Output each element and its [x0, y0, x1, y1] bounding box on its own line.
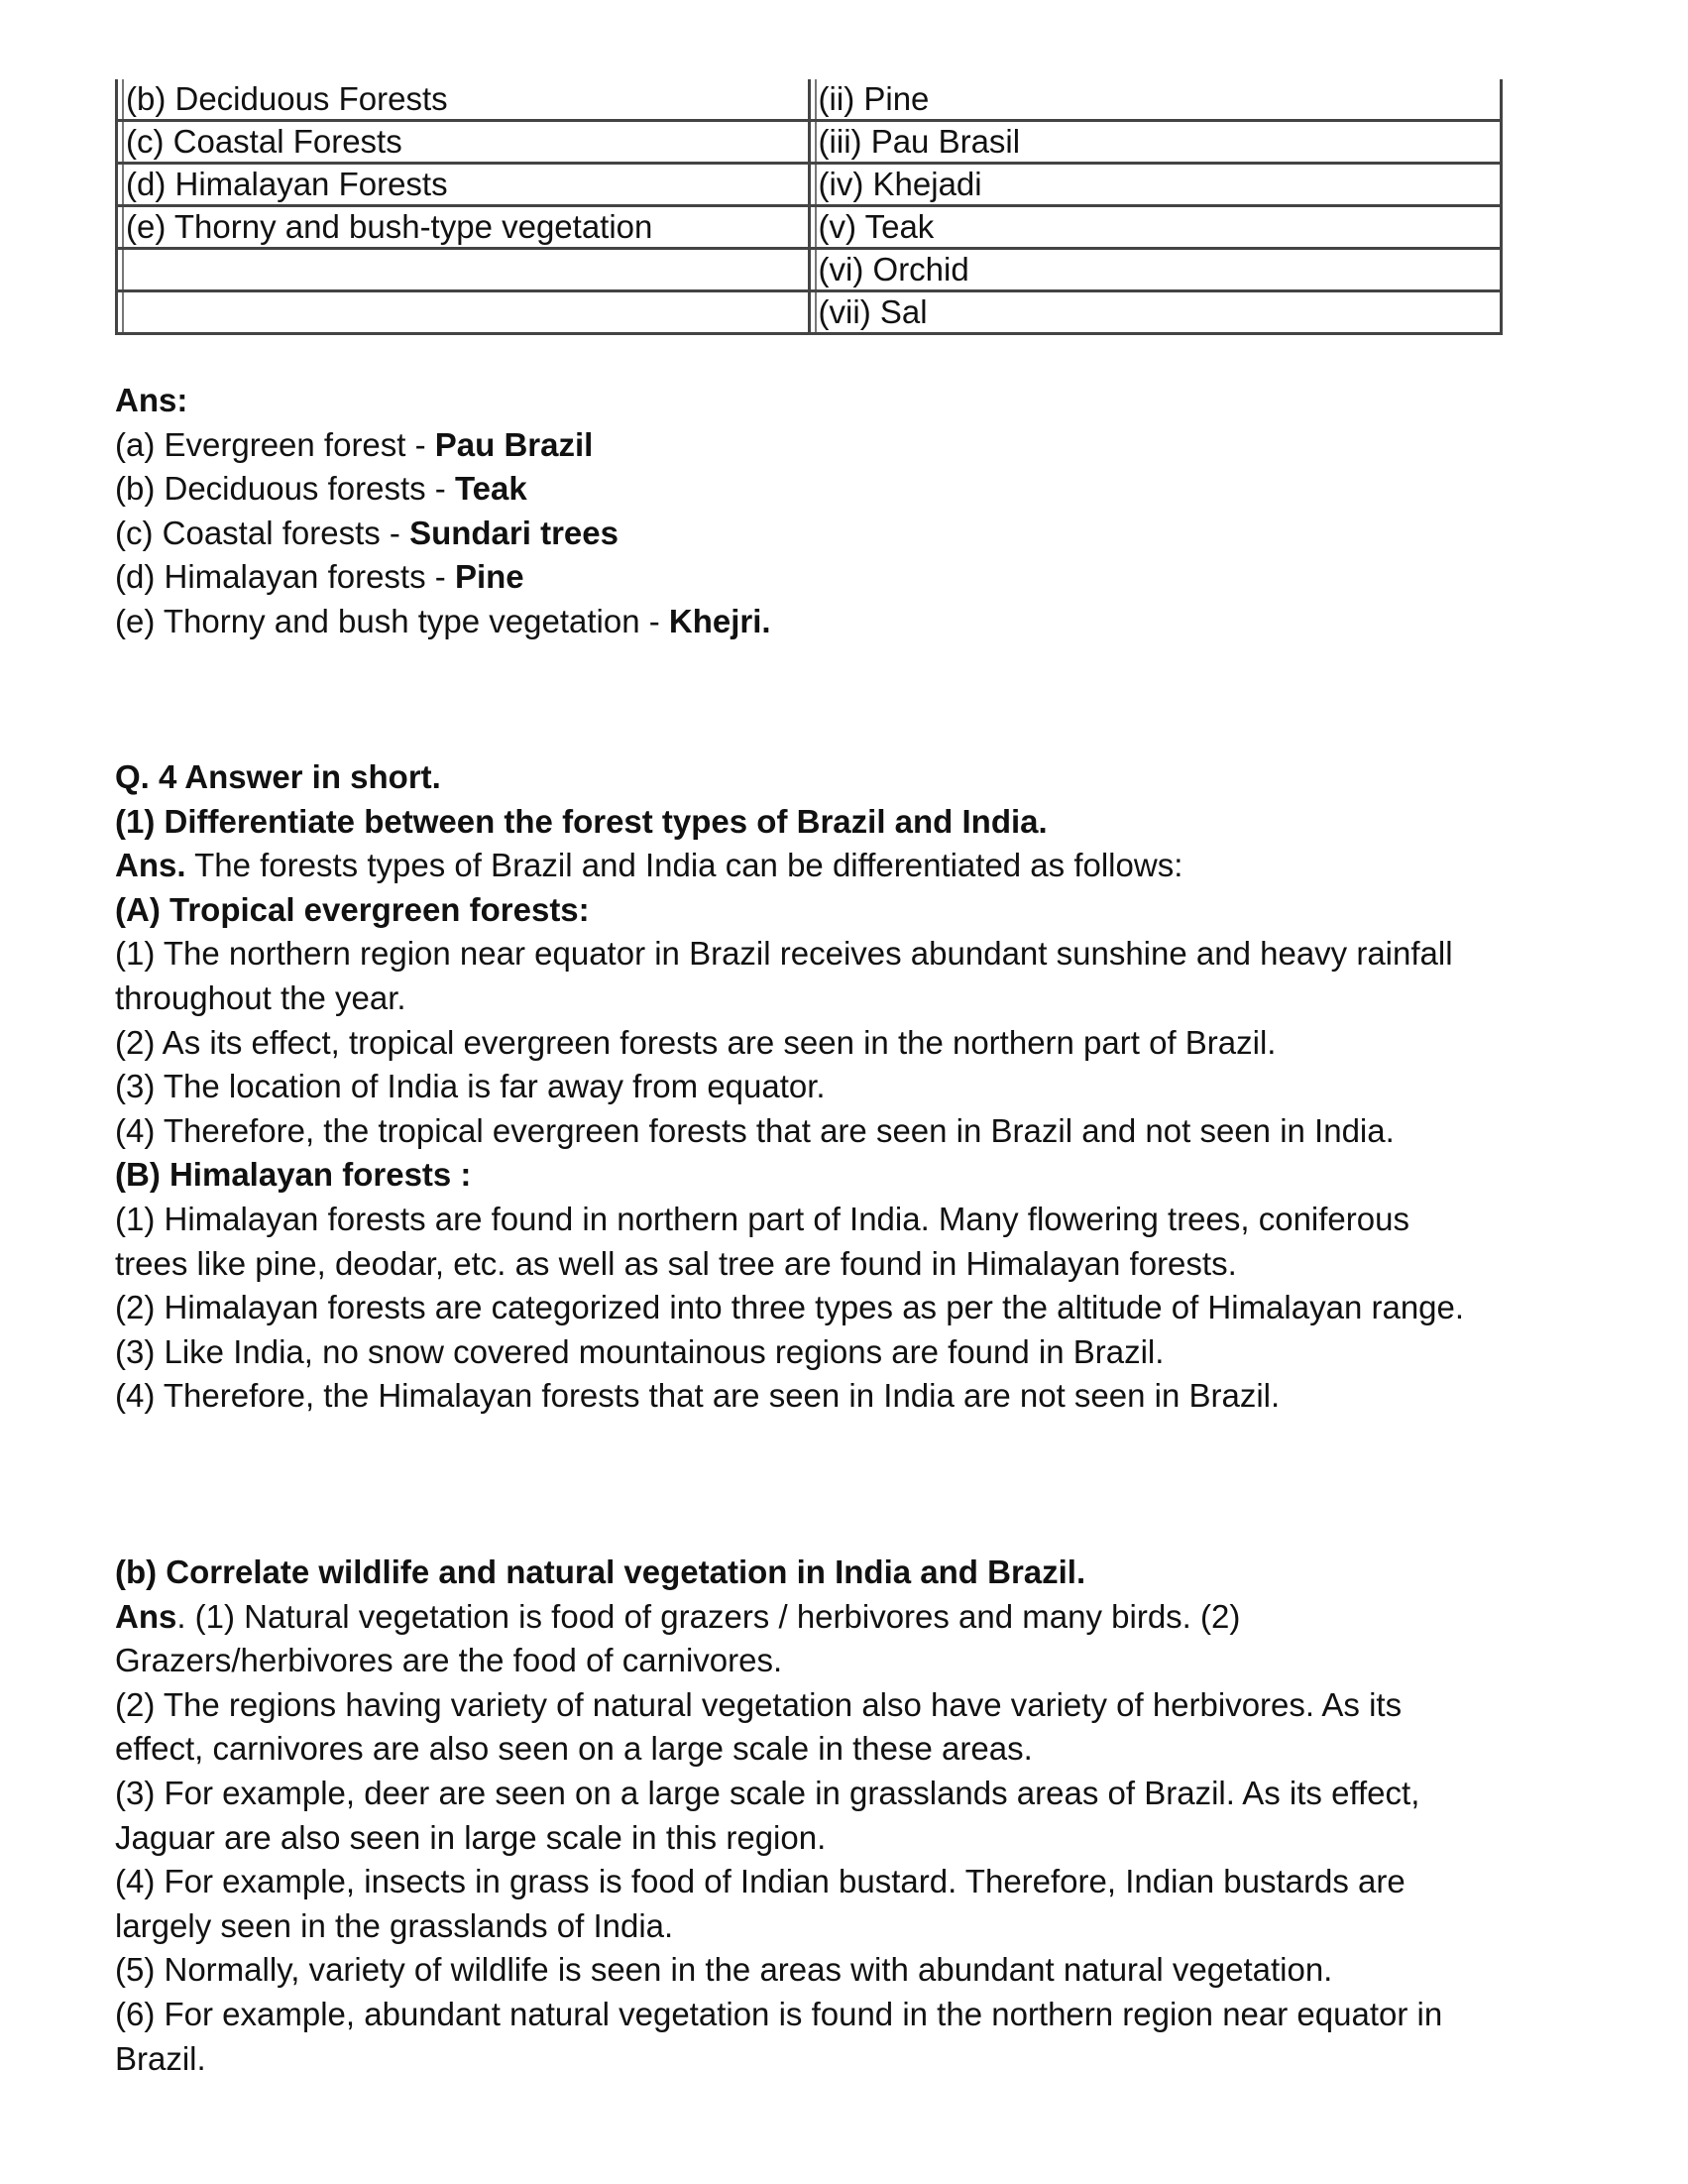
table-cell-right: (vi) Orchid — [811, 247, 1500, 289]
list-item: throughout the year. — [115, 978, 406, 1016]
answer-value: Teak — [454, 470, 527, 508]
answer-item: (b) Deciduous forests - Teak — [115, 470, 527, 508]
list-item: (1) Himalayan forests are found in northern part of India. Many flowering trees, coniferous — [115, 1200, 1409, 1237]
section-title: (A) Tropical evergreen forests: — [115, 890, 590, 928]
table-cell-left: (d) Himalayan Forests — [118, 162, 811, 204]
table-cell-right: (iii) Pau Brasil — [811, 119, 1500, 162]
list-item: (2) As its effect, tropical evergreen forests are seen in the northern part of Brazil. — [115, 1023, 1277, 1061]
table-cell-right: (vii) Sal — [811, 289, 1500, 332]
section-title: (B) Himalayan forests : — [115, 1156, 472, 1194]
list-item: effect, carnivores are also seen on a large scale in these areas. — [115, 1730, 1033, 1768]
answer-value: Sundari trees — [409, 514, 619, 551]
question-4-section — [115, 755, 1582, 1419]
answer-item: (e) Thorny and bush type vegetation - Khejri. — [115, 602, 771, 639]
answer-value: Pine — [454, 558, 524, 596]
list-item: largely seen in the grasslands of India. — [115, 1906, 674, 1944]
table-cell-right: (iv) Khejadi — [811, 162, 1500, 204]
answer-intro: Ans. (1) Natural vegetation is food of grazers / herbivores and many birds. (2) — [115, 1597, 1241, 1635]
question-b-section — [115, 1551, 1582, 2081]
question-title: (b) Correlate wildlife and natural vegetation in India and Brazil. — [115, 1553, 1086, 1590]
match-table — [115, 79, 1503, 335]
table-cell-left: (c) Coastal Forests — [118, 119, 811, 162]
answer-item: (c) Coastal forests - Sundari trees — [115, 514, 619, 551]
list-item: (2) Himalayan forests are categorized into three types as per the altitude of Himalayan range. — [115, 1289, 1465, 1326]
list-item: (4) Therefore, the Himalayan forests that are seen in India are not seen in Brazil. — [115, 1377, 1281, 1415]
table-row — [118, 289, 1500, 332]
answer-heading: Ans: — [115, 382, 188, 418]
list-item: (6) For example, abundant natural vegetation is found in the northern region near equator in — [115, 1995, 1443, 2032]
list-item: (2) The regions having variety of natural vegetation also have variety of herbivores. As its — [115, 1685, 1403, 1723]
list-item: (5) Normally, variety of wildlife is seen in the areas with abundant natural vegetation. — [115, 1951, 1333, 1989]
answer-intro: Ans. The forests types of Brazil and India can be differentiated as follows: — [115, 847, 1183, 884]
answer-section — [115, 379, 1582, 644]
table-cell-left — [118, 247, 811, 289]
table-row — [118, 247, 1500, 289]
list-item: (1) The northern region near equator in Brazil receives abundant sunshine and heavy rainfall — [115, 935, 1453, 973]
table-cell-right: (v) Teak — [811, 204, 1500, 247]
list-item: (4) For example, insects in grass is food of Indian bustard. Therefore, Indian bustards are — [115, 1863, 1406, 1900]
table-row — [118, 204, 1500, 247]
question-title: (1) Differentiate between the forest types of Brazil and India. — [115, 802, 1048, 840]
list-item: Jaguar are also seen in large scale in this region. — [115, 1818, 827, 1856]
list-item: trees like pine, deodar, etc. as well as sal tree are found in Himalayan forests. — [115, 1244, 1237, 1282]
answer-value: Pau Brazil — [434, 425, 594, 463]
list-item: Grazers/herbivores are the food of carnivores. — [115, 1642, 783, 1679]
answer-item: (d) Himalayan forests - Pine — [115, 558, 524, 596]
list-item: (3) For example, deer are seen on a large scale in grasslands areas of Brazil. As its effect, — [115, 1774, 1420, 1811]
list-item: (3) The location of India is far away from equator. — [115, 1068, 826, 1105]
table-row — [118, 119, 1500, 162]
table-cell-right: (ii) Pine — [811, 79, 1500, 119]
list-item: (4) Therefore, the tropical evergreen forests that are seen in Brazil and not seen in India. — [115, 1111, 1395, 1149]
list-item: (3) Like India, no snow covered mountainous regions are found in Brazil. — [115, 1332, 1165, 1370]
answer-value: Khejri. — [668, 602, 771, 639]
answer-item: (a) Evergreen forest - Pau Brazil — [115, 425, 594, 463]
table-row — [118, 79, 1500, 119]
table-row — [118, 162, 1500, 204]
list-item: Brazil. — [115, 2039, 206, 2077]
table-cell-left — [118, 289, 811, 332]
table-cell-left: (b) Deciduous Forests — [118, 79, 811, 119]
question-heading: Q. 4 Answer in short. — [115, 758, 441, 795]
table-cell-left: (e) Thorny and bush-type vegetation — [118, 204, 811, 247]
